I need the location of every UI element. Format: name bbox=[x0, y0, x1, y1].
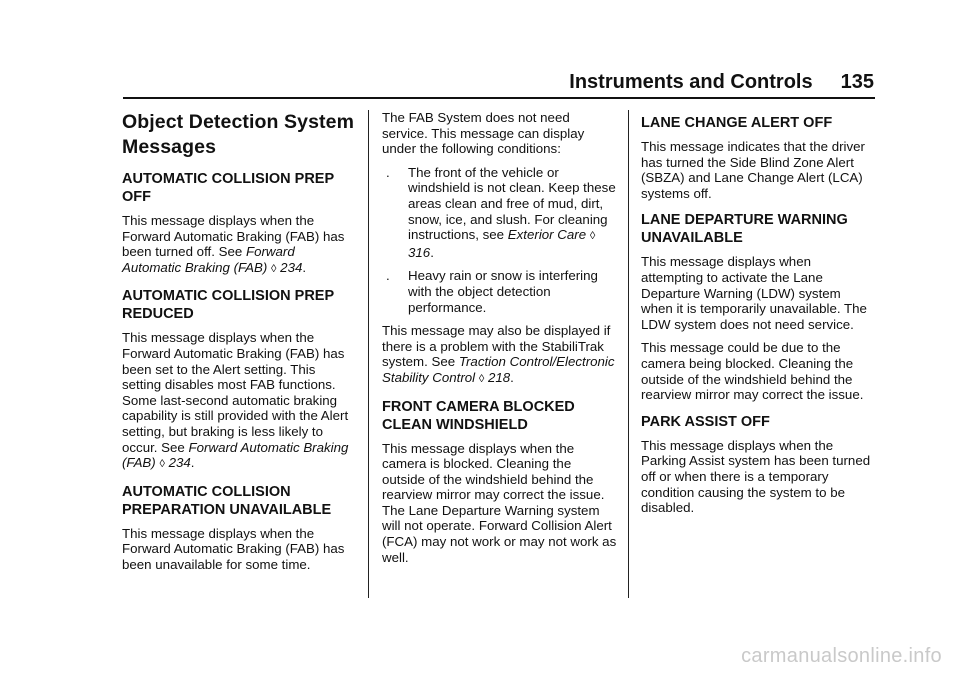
message-heading: PARK ASSIST OFF bbox=[641, 413, 770, 430]
section-title: Instruments and Controls bbox=[569, 71, 813, 93]
message-description: This message displays when the Forward Automatic Braking (FAB) has been set to the Alert setting. This setting disables most FAB functions. Some last-second automatic braking capability is still provided with the Alert setting, but braking is less likely to occur. See Forward Automatic Braking (FAB) ◊ 234. bbox=[122, 330, 349, 471]
message-heading: FRONT CAMERA BLOCKED CLEAN WINDSHIELD bbox=[382, 398, 575, 433]
message-description: This message may also be displayed if there is a problem with the StabiliTrak system. See Traction Control/Electronic Stability Control ◊ 218. bbox=[382, 323, 615, 385]
condition-list bbox=[382, 165, 617, 315]
message-heading: LANE CHANGE ALERT OFF bbox=[641, 115, 833, 131]
message-description: This message displays when the Forward Automatic Braking (FAB) has been turned off. See Forward Automatic Braking (FAB) ◊ 234. bbox=[122, 213, 345, 275]
bullet-icon: . bbox=[386, 164, 390, 180]
page-ref-icon: ◊ bbox=[589, 230, 596, 243]
message-description: This message displays when the Forward Automatic Braking (FAB) has been unavailable for some time. bbox=[122, 525, 345, 572]
column-divider bbox=[368, 110, 369, 598]
message-heading: AUTOMATIC COLLISION PREP OFF bbox=[122, 171, 334, 205]
cross-reference-link[interactable]: Traction Control/Electronic Stability Control ◊ 218 bbox=[382, 354, 615, 385]
column-2 bbox=[382, 110, 617, 573]
message-heading: LANE DEPARTURE WARNING UNAVAILABLE bbox=[641, 212, 848, 247]
column-3 bbox=[641, 110, 876, 524]
section-heading: Object Detection System Messages bbox=[122, 111, 355, 158]
message-description: This message displays when attempting to activate the Lane Departure Warning (LDW) system when it is temporarily unavailable. The LDW system does not need service. bbox=[641, 254, 867, 332]
page-number: 135 bbox=[840, 71, 874, 93]
list-item: . Heavy rain or snow is interfering with the object detection performance. bbox=[386, 268, 598, 315]
page-header bbox=[569, 71, 874, 94]
column-divider bbox=[628, 110, 629, 598]
message-description: This message indicates that the driver has turned the Side Blind Zone Alert (SBZA) and Lane Change Alert (LCA) systems off. bbox=[641, 139, 865, 201]
page-ref-icon: ◊ bbox=[478, 372, 485, 385]
cross-reference-link[interactable]: Exterior Care ◊ 316 bbox=[408, 227, 596, 260]
column-1 bbox=[122, 110, 357, 581]
message-heading: AUTOMATIC COLLISION PREPARATION UNAVAILABLE bbox=[122, 483, 332, 518]
page-ref-icon: ◊ bbox=[271, 262, 277, 275]
header-rule bbox=[123, 97, 875, 99]
intro-paragraph: The FAB System does not need service. This message can display under the following conditions: bbox=[382, 110, 585, 157]
cross-reference-link[interactable]: Forward Automatic Braking (FAB) ◊ 234 bbox=[122, 244, 303, 275]
message-description: This message displays when the Parking Assist system has been turned off or when there is a temporary condition causing the system to be disabled. bbox=[641, 437, 871, 516]
message-description: This message could be due to the camera being blocked. Cleaning the outside of the windshield behind the rearview mirror may correct the issue. bbox=[641, 340, 864, 403]
watermark: carmanualsonline.info bbox=[741, 645, 942, 667]
page-ref-icon: ◊ bbox=[159, 458, 165, 471]
message-heading: AUTOMATIC COLLISION PREP REDUCED bbox=[122, 288, 334, 323]
bullet-icon: . bbox=[386, 268, 390, 284]
cross-reference-link[interactable]: Forward Automatic Braking (FAB) ◊ 234 bbox=[122, 439, 349, 471]
list-item: . The front of the vehicle or windshield is not clean. Keep these areas clean and free of mud, dirt, snow, ice, and slush. For cleaning instructions, see Exterior Care ◊ 316. bbox=[386, 164, 616, 260]
message-description: This message displays when the camera is blocked. Cleaning the outside of the windshield behind the rearview mirror may correct the issue. The Lane Departure Warning system will not operate. Forward Collision Alert (FCA) may not work or may not work as well. bbox=[382, 440, 617, 565]
